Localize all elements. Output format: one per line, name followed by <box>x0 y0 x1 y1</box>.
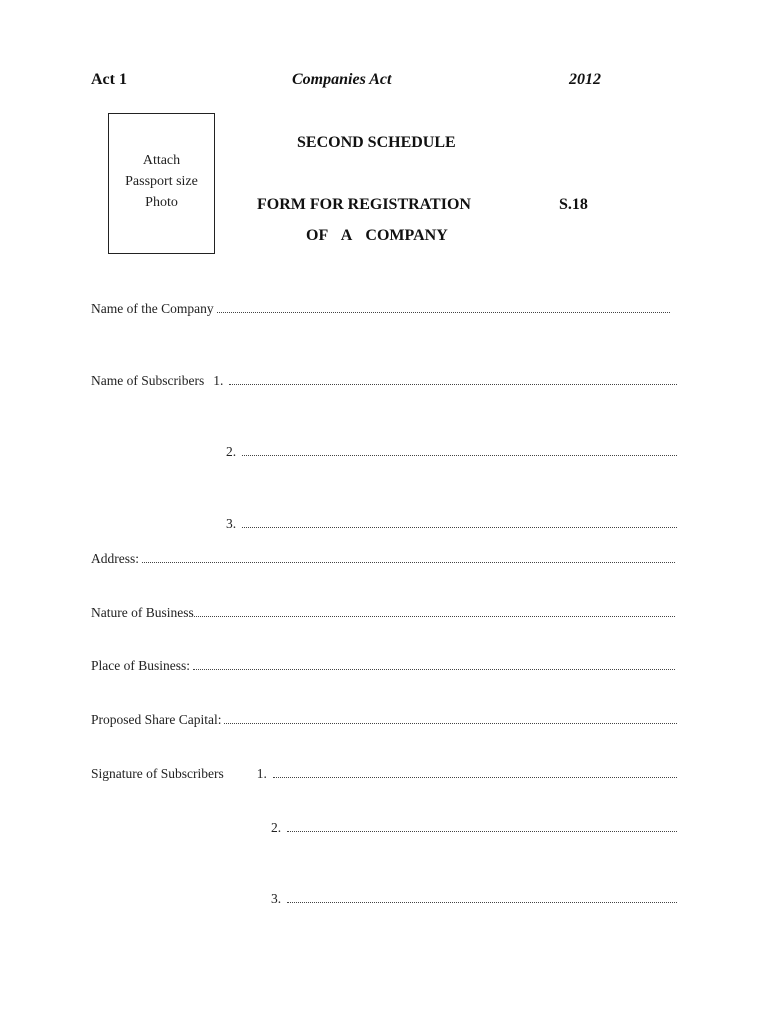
share-capital-label: Proposed Share Capital: <box>91 712 222 727</box>
nature-of-business-input-line[interactable] <box>194 603 675 617</box>
signature-3-input-line[interactable] <box>287 889 677 903</box>
signature-1-field[interactable] <box>91 764 677 782</box>
nature-of-business-field[interactable] <box>91 603 675 621</box>
signature-number-2: 2. <box>271 820 282 835</box>
address-label: Address: <box>91 551 139 566</box>
section-reference: S.18 <box>559 196 588 213</box>
company-name-input-line[interactable] <box>217 299 670 313</box>
subscriber-1-input-line[interactable] <box>229 371 677 385</box>
company-name-field[interactable] <box>91 299 670 317</box>
signature-1-input-line[interactable] <box>273 764 677 778</box>
subscriber-number-2: 2. <box>226 444 237 459</box>
signature-number-3: 3. <box>271 891 282 906</box>
address-field[interactable] <box>91 549 675 567</box>
share-capital-field[interactable] <box>91 710 677 728</box>
nature-of-business-label: Nature of Business <box>91 605 194 620</box>
signature-3-field[interactable] <box>271 889 677 907</box>
photo-box-line-1: Attach <box>142 153 181 168</box>
signature-2-field[interactable] <box>271 818 677 836</box>
form-subtitle: OF A COMPANY <box>306 227 448 244</box>
schedule-title: SECOND SCHEDULE <box>297 134 456 151</box>
passport-photo-box[interactable] <box>108 113 215 254</box>
address-input-line[interactable] <box>142 549 675 563</box>
signatures-label: Signature of Subscribers <box>91 766 224 781</box>
subscriber-3-field[interactable] <box>226 514 677 532</box>
form-title: FORM FOR REGISTRATION <box>257 196 471 213</box>
subscriber-number-3: 3. <box>226 516 237 531</box>
place-of-business-field[interactable] <box>91 656 675 674</box>
place-of-business-input-line[interactable] <box>193 656 675 670</box>
subscriber-1-field[interactable] <box>91 371 677 389</box>
subscriber-3-input-line[interactable] <box>242 514 677 528</box>
share-capital-input-line[interactable] <box>224 710 677 724</box>
subscriber-number-1: 1. <box>213 373 224 388</box>
law-name: Companies Act <box>292 71 392 88</box>
photo-box-line-2: Passport size <box>125 174 198 189</box>
subscriber-2-field[interactable] <box>226 442 677 460</box>
signature-number-1: 1. <box>256 766 267 781</box>
act-number: Act 1 <box>91 71 127 88</box>
company-name-label: Name of the Company <box>91 301 214 316</box>
subscribers-label: Name of Subscribers <box>91 373 205 388</box>
law-year: 2012 <box>569 71 601 88</box>
photo-box-line-3: Photo <box>145 195 178 210</box>
place-of-business-label: Place of Business: <box>91 658 190 673</box>
signature-2-input-line[interactable] <box>287 818 677 832</box>
subscriber-2-input-line[interactable] <box>242 442 677 456</box>
